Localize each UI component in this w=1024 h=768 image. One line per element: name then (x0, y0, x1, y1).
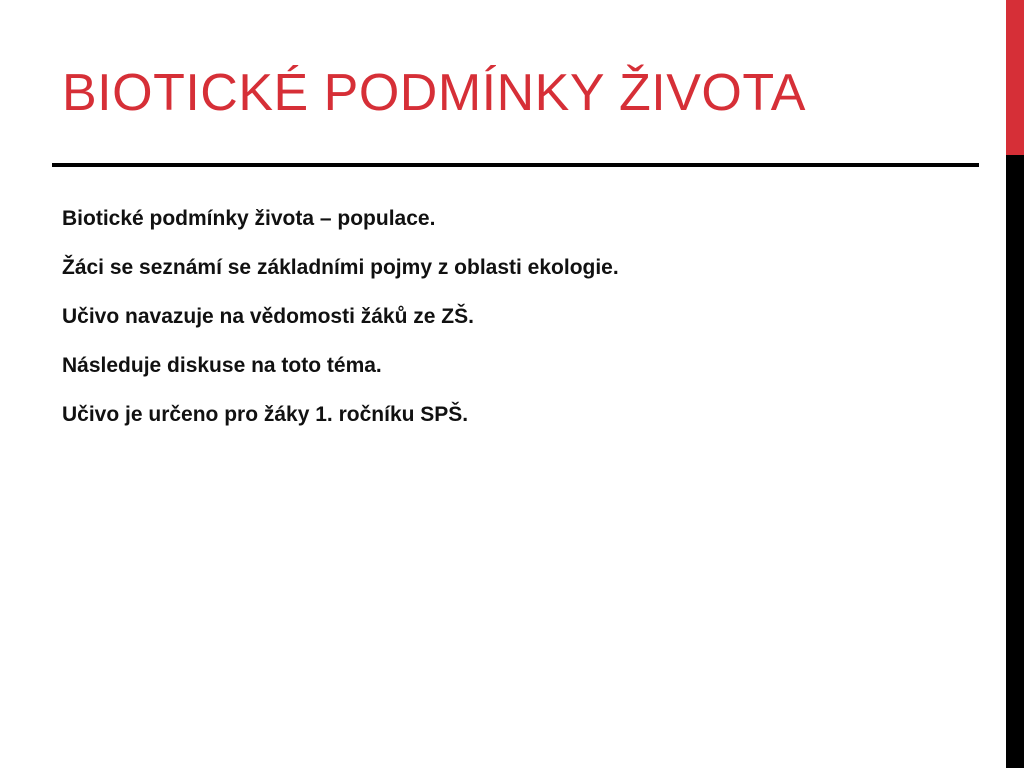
slide-title: BIOTICKÉ PODMÍNKY ŽIVOTA (62, 64, 806, 122)
accent-bar-black (1006, 155, 1024, 768)
accent-bar-red (1006, 0, 1024, 155)
title-divider (52, 163, 979, 167)
slide-content (62, 203, 962, 448)
content-line: Biotické podmínky života – populace. (62, 207, 436, 230)
content-line: Následuje diskuse na toto téma. (62, 354, 382, 377)
content-line: Učivo je určeno pro žáky 1. ročníku SPŠ. (62, 403, 469, 426)
content-line: Učivo navazuje na vědomosti žáků ze ZŠ. (62, 305, 474, 328)
content-line: Žáci se seznámí se základními pojmy z oblasti ekologie. (62, 256, 619, 279)
